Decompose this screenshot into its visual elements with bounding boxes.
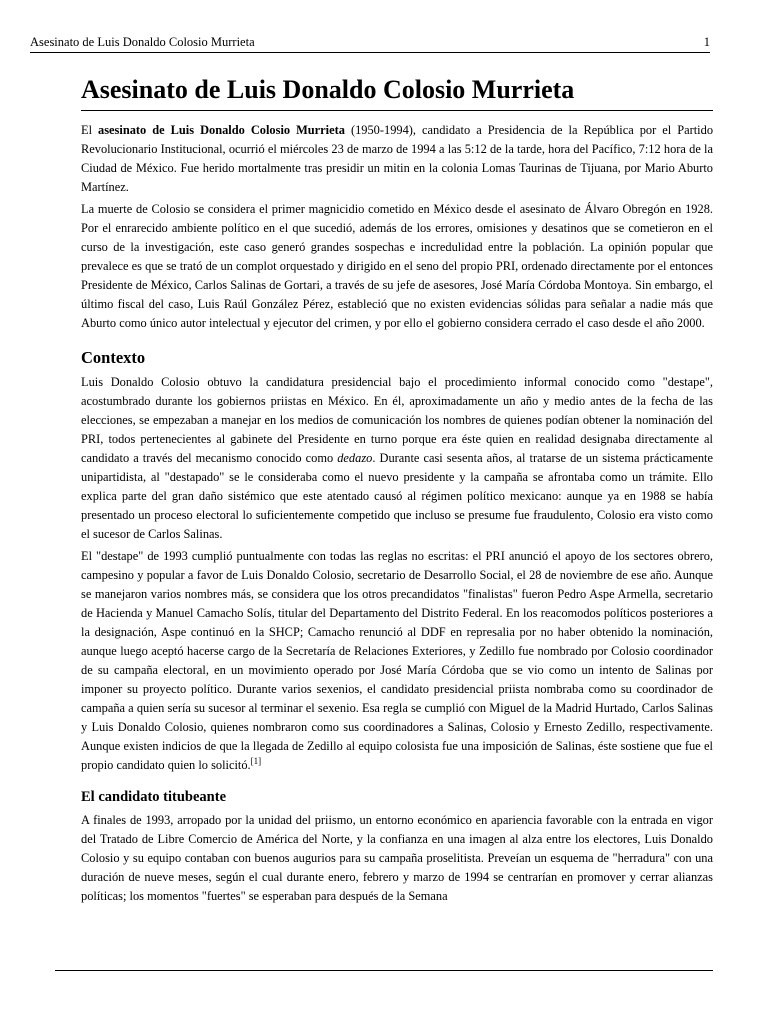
intro-paragraph-2: La muerte de Colosio se considera el primer magnicidio cometido en México desde el asesinato de Álvaro Obregón en 1928. Por el enrarecido ambiente político en el que sucedió, además de los errores, omisiones y desatinos que se cometieron en el curso de la investigación, este caso generó grandes sospechas e incredulidad entre la población. La opinión popular que prevalece es que se trató de un complot orquestado y dirigido en el seno del propio PRI, ordenado directamente por el entonces Presidente de México, Carlos Salinas de Gortari, a través de su jefe de asesores, José María Córdoba Montoya. Sin embargo, el último fiscal del caso, Luis Raúl González Pérez, estableció que no existen evidencias sólidas para señalar a nadie más que Aburto como único autor intelectual y ejecutor del crimen, y por ello el gobierno considera cerrado el caso desde el año 2000. bbox=[81, 202, 713, 330]
intro-p1-bold: asesinato de Luis Donaldo Colosio Murrieta bbox=[98, 123, 345, 137]
contexto-p1-post: . Durante casi sesenta años, al tratarse de un sistema prácticamente unipartidista, al "destapado" se le consideraba como el nuevo presidente y la campaña se afrontaba como un trámite. Ello explica parte del gran daño sistémico que este atentado causó al régimen político mexicano: aunque ya en 1988 se había presentado un proceso electoral lo suficientemente competido que incluso se presume fue fraudulento, Colosio era visto como el sucesor de Carlos Salinas. bbox=[81, 451, 713, 541]
intro-paragraph-1 bbox=[81, 121, 713, 197]
article-body bbox=[81, 70, 713, 909]
intro-p1-post: (1950-1994), candidato a Presidencia de la República por el Partido Revolucionario Institucional, ocurrió el miércoles 23 de marzo de 1994 a las 5:12 de la tarde, hora del Pacífico, 7:12 hora de la Ciudad de México. Fue herido mortalmente tras presidir un mitin en la colonia Lomas Taurinas de Tijuana, por Mario Aburto Martínez. bbox=[81, 123, 714, 194]
contexto-paragraph-2 bbox=[81, 547, 713, 775]
article-title: Asesinato de Luis Donaldo Colosio Murrieta bbox=[81, 74, 713, 111]
contexto-p1-italic: dedazo bbox=[337, 451, 373, 465]
reference-link[interactable]: [1] bbox=[250, 755, 262, 766]
intro-p1-pre: El bbox=[81, 123, 99, 137]
contexto-p2-text: El "destape" de 1993 cumplió puntualmente con todas las reglas no escritas: el PRI anunció el apoyo de los sectores obrero, campesino y popular a favor de Luis Donaldo Colosio, secretario de Desarrollo Social, el 28 de noviembre de ese año. Aunque se manejaron varios nombres más, se considera que los otros precandidatos "finalistas" fueron Pedro Aspe Armella, secretario de Hacienda y Manuel Camacho Solís, titular del Departamento del Distrito Federal. En los reacomodos políticos posteriores a la designación, Aspe continuó en la SHCP; Camacho renunció al DDF en represalia por no haber obtenido la nominación, aunque luego aceptó hacerse cargo de la Secretaría de Relaciones Exteriores, y Zedillo fue nombrado por Colosio coordinador de su campaña electoral, en un movimiento operado por José María Córdoba que se vio como un intento de Salinas por imponer su proyecto político. Durante varios sexenios, el candidato presidencial priista nombraba como su coordinador de campaña a quien sería su sucesor al terminar el sexenio. Esa regla se cumplió con Miguel de la Madrid Hurtado, Carlos Salinas y Luis Donaldo Colosio, quienes nombraron como sus coordinadores a Salinas, Colosio y Ernesto Zedillo, respectivamente. Aunque existen indicios de que la llegada de Zedillo al equipo colosista fue una imposición de Salinas, éste sostiene que fue el propio candidato quien lo solicitó. bbox=[81, 549, 713, 772]
contexto-paragraph-1 bbox=[81, 373, 713, 544]
running-header bbox=[30, 34, 710, 53]
section-heading-candidato-titubeante: El candidato titubeante bbox=[81, 789, 227, 805]
footer-rule bbox=[55, 970, 713, 971]
running-header-title: Asesinato de Luis Donaldo Colosio Murrieta bbox=[30, 35, 255, 49]
page-number: 1 bbox=[703, 35, 710, 49]
contexto-p1-pre: Luis Donaldo Colosio obtuvo la candidatura presidencial bajo el procedimiento informal conocido como "destape", acostumbrado durante los gobiernos priistas en México. En él, aproximadamente un año y medio antes de la fecha de las elecciones, se empezaban a manejar en los medios de comunicación los nombres de quienes podían obtener la nominación del PRI, todos pertenecientes al gabinete del Presidente en turno porque era éste quien en realidad designaba directamente al candidato a través del mecanismo conocido como bbox=[81, 375, 713, 465]
section-heading-contexto: Contexto bbox=[81, 348, 146, 367]
titubeante-paragraph-1: A finales de 1993, arropado por la unidad del priismo, un entorno económico en apariencia favorable con la entrada en vigor del Tratado de Libre Comercio de América del Norte, y la confianza en una imagen al alza entre los electores, Luis Donaldo Colosio y su equipo contaban con buenos augurios para su campaña proselitista. Preveían un esquema de "herradura" con una duración de nueve meses, según el cual durante enero, febrero y marzo de 1994 se centrarían en promover y cerrar alianzas políticas; los momentos "fuertes" se esperaban para después de la Semana bbox=[81, 813, 713, 903]
